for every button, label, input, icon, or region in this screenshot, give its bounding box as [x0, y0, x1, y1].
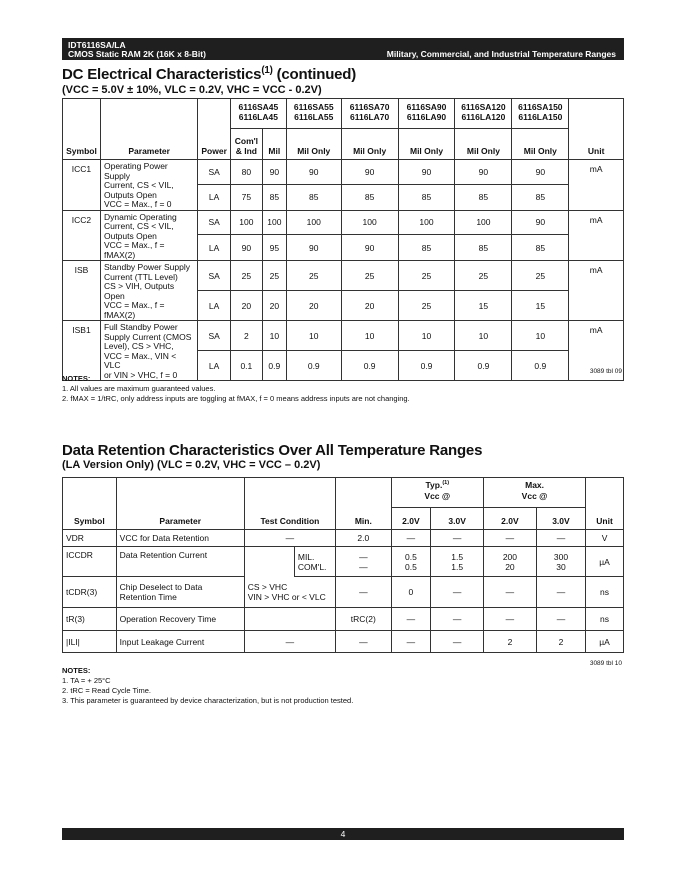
dr-test: —: [244, 631, 335, 653]
power-la: LA: [198, 291, 231, 321]
value-cell: 100: [341, 210, 398, 235]
row-parameter: [100, 261, 197, 321]
dr-col-unit: Unit: [586, 478, 624, 530]
value-cell: 85: [398, 235, 455, 261]
dc-title-text: DC Electrical Characteristics: [62, 66, 262, 83]
value-cell: 100: [286, 210, 341, 235]
value-cell: 85: [455, 184, 512, 210]
dr-parameter: Input Leakage Current: [116, 631, 244, 653]
value-cell: 25: [398, 291, 455, 321]
value-cell: 10: [341, 321, 398, 351]
value-cell: 90: [398, 160, 455, 185]
power-sa: SA: [198, 261, 231, 291]
value-cell: 20: [341, 291, 398, 321]
max-vcc-at: Vcc @: [521, 491, 548, 501]
col-group-55: [286, 99, 341, 129]
value-cell: 15: [512, 291, 569, 321]
param-line: Current, CS < VIL,: [103, 180, 174, 190]
dc-table-id: 3089 tbl 09: [589, 368, 622, 375]
value-cell: 10: [262, 321, 286, 351]
m2-coml: 20: [505, 561, 515, 572]
col-com-ind: Com'l & Ind: [230, 129, 262, 160]
col-unit: Unit: [569, 99, 624, 160]
dr-symbol: |ILI|: [63, 631, 117, 653]
dr-min: —: [336, 577, 391, 608]
g6a: 6116SA150: [518, 102, 563, 112]
param-line: or VIN > VHC, f = 0: [103, 369, 178, 380]
sub-coml: COM'L.: [297, 561, 327, 572]
value-cell: 90: [341, 160, 398, 185]
dr-min: —: [336, 631, 391, 653]
param-line: Standby Power Supply: [103, 262, 190, 272]
dr-max-3v: —: [536, 608, 585, 631]
power-sa: SA: [198, 210, 231, 235]
dr-parameter: Operation Recovery Time: [116, 608, 244, 631]
dr-table-id: 3089 tbl 10: [589, 660, 622, 667]
row-unit: mA: [569, 261, 624, 321]
test-line: VIN > VHC or < VLC: [247, 592, 326, 602]
value-cell: 85: [512, 235, 569, 261]
row-unit: mA: [569, 210, 624, 261]
dr-symbol: ICCDR: [63, 547, 117, 577]
dr-col-max-3v: 3.0V: [536, 508, 585, 530]
param-line: Current, CS < VIL,: [103, 221, 174, 231]
param-line: VCC = Max., VIN < VLC: [103, 350, 177, 370]
dr-test-blank: [244, 547, 294, 577]
col-mil-only-55: Mil Only: [286, 129, 341, 160]
value-cell: 25: [398, 261, 455, 291]
dr-max-3v: —: [536, 530, 585, 547]
dr-unit: ns: [586, 577, 624, 608]
dr-min: [336, 547, 391, 577]
min-coml: —: [359, 561, 368, 572]
table-row: [63, 261, 624, 291]
g5a: 6116SA120: [461, 102, 506, 112]
param-line: CS > VIH, Outputs Open: [103, 281, 175, 301]
value-cell: 100: [230, 210, 262, 235]
dr-unit: V: [586, 530, 624, 547]
dr-col-typ-3v: 3.0V: [431, 508, 484, 530]
dr-max-3v: 2: [536, 631, 585, 653]
typ-label: Typ.: [425, 480, 443, 490]
dr-test-merged: [244, 608, 335, 631]
value-cell: 20: [286, 291, 341, 321]
g3b: 6116LA70: [350, 112, 390, 122]
param-line: Operating Power Supply: [103, 161, 168, 181]
value-cell: 90: [512, 160, 569, 185]
dr-max-2v: —: [484, 530, 537, 547]
typ-vcc-at: Vcc @: [424, 491, 451, 501]
min-mil: —: [359, 551, 368, 562]
row-parameter: [100, 210, 197, 261]
value-cell: 85: [398, 184, 455, 210]
sub-mil: MIL.: [297, 551, 315, 562]
dr-test: [244, 577, 335, 608]
dr-symbol: tCDR(3): [63, 577, 117, 608]
dr-parameter: [116, 577, 244, 608]
header-temperature-ranges: Military, Commercial, and Industrial Temperature Ranges: [386, 49, 616, 59]
value-cell: 75: [230, 184, 262, 210]
value-cell: 0.9: [341, 351, 398, 381]
power-la: LA: [198, 184, 231, 210]
dc-section-subtitle: (VCC = 5.0V ± 10%, VLC = 0.2V, VHC = VCC - 0.2V): [62, 84, 322, 96]
m3-coml: 30: [556, 561, 566, 572]
value-cell: 25: [512, 261, 569, 291]
dr-max-2v: [484, 547, 537, 577]
value-cell: 85: [512, 184, 569, 210]
row-parameter: [100, 160, 197, 211]
dr-typ-2v: 0: [391, 577, 431, 608]
test-line: CS > VHC: [247, 582, 288, 592]
data-retention-table: [62, 477, 624, 653]
dc-characteristics-table: [62, 98, 624, 381]
dr-typ-3v: —: [431, 530, 484, 547]
m3-mil: 300: [553, 551, 569, 562]
g6b: 6116LA150: [518, 112, 563, 122]
value-cell: 0.1: [230, 351, 262, 381]
g4b: 6116LA90: [406, 112, 447, 122]
header-part-number: IDT6116SA/LA: [68, 40, 126, 50]
value-cell: 85: [455, 235, 512, 261]
m2-mil: 200: [502, 551, 518, 562]
dr-note-1: 1. TA = + 25°C: [62, 676, 111, 685]
row-symbol: ICC1: [63, 160, 101, 211]
param-line: VCC = Max., f = fMAX(2): [103, 300, 165, 320]
g5b: 6116LA120: [461, 112, 506, 122]
dr-max-3v: [536, 547, 585, 577]
value-cell: 25: [341, 261, 398, 291]
t2-coml: 0.5: [405, 561, 417, 572]
t2-mil: 0.5: [405, 551, 417, 562]
dr-typ-2v: —: [391, 631, 431, 653]
table-row: [63, 631, 624, 653]
dr-note-3: 3. This parameter is guaranteed by device characterization, but is not production tested.: [62, 696, 354, 705]
value-cell: 100: [455, 210, 512, 235]
dc-note-2: 2. fMAX = 1/tRC, only address inputs are toggling at fMAX, f = 0 means address inputs are not changing.: [62, 394, 410, 403]
value-cell: 25: [262, 261, 286, 291]
value-cell: 10: [455, 321, 512, 351]
dr-typ-3v: —: [431, 577, 484, 608]
dr-max-3v: —: [536, 577, 585, 608]
g3a: 6116SA70: [349, 102, 390, 112]
value-cell: 20: [262, 291, 286, 321]
dr-col-symbol: Symbol: [63, 478, 117, 530]
col-power: Power: [198, 99, 231, 160]
dr-test: —: [244, 530, 335, 547]
dr-symbol: VDR: [63, 530, 117, 547]
row-unit: mA: [569, 160, 624, 211]
col-mil: Mil: [262, 129, 286, 160]
param-line: Chip Deselect to Data: [119, 582, 203, 592]
col-parameter: Parameter: [100, 99, 197, 160]
dr-col-max: [484, 478, 586, 508]
value-cell: 10: [286, 321, 341, 351]
table-row: [63, 608, 624, 631]
power-la: LA: [198, 351, 231, 381]
dr-section-subtitle: (LA Version Only) (VLC = 0.2V, VHC = VCC – 0.2V): [62, 459, 321, 471]
row-parameter: [100, 321, 197, 381]
dr-unit: µA: [586, 631, 624, 653]
dc-title-suffix: (continued): [276, 66, 357, 83]
dr-typ-3v: —: [431, 608, 484, 631]
page-header: [62, 38, 624, 60]
dr-note-2: 2. tRC = Read Cycle Time.: [62, 686, 151, 695]
table-row: [63, 160, 624, 185]
dr-max-2v: —: [484, 577, 537, 608]
value-cell: 0.9: [262, 351, 286, 381]
col-group-45: [230, 99, 286, 129]
param-line: Outputs Open: [103, 230, 157, 241]
dr-unit: µA: [586, 547, 624, 577]
g2a: 6116SA55: [293, 102, 334, 112]
g1b: 6116LA45: [238, 112, 278, 122]
dc-notes: [62, 374, 410, 404]
power-sa: SA: [198, 321, 231, 351]
value-cell: 85: [286, 184, 341, 210]
value-cell: 2: [230, 321, 262, 351]
col-symbol: Symbol: [63, 99, 101, 160]
value-cell: 25: [455, 261, 512, 291]
table-row: [63, 577, 624, 608]
param-line: Level), CS > VHC,: [103, 341, 174, 351]
dr-col-parameter: Parameter: [116, 478, 244, 530]
col-mil-only-150: Mil Only: [512, 129, 569, 160]
dr-notes: [62, 666, 353, 706]
dr-col-test-condition: Test Condition: [244, 478, 335, 530]
row-symbol: ISB1: [63, 321, 101, 381]
page-footer: [62, 828, 624, 840]
col-mil-only-120: Mil Only: [455, 129, 512, 160]
col-group-90: [398, 99, 455, 129]
value-cell: 85: [341, 184, 398, 210]
col-mil-only-90: Mil Only: [398, 129, 455, 160]
col-group-70: [341, 99, 398, 129]
dr-typ-2v: —: [391, 530, 431, 547]
dc-section-title: [62, 66, 356, 83]
param-line: Full Standby Power: [103, 322, 178, 332]
dc-title-sup: (1): [261, 65, 273, 76]
dr-min: tRC(2): [336, 608, 391, 631]
t3-coml: 1.5: [451, 561, 464, 572]
g2b: 6116LA55: [294, 112, 334, 122]
dr-parameter: Data Retention Current: [116, 547, 244, 577]
param-line: Retention Time: [119, 592, 177, 602]
value-cell: 0.9: [455, 351, 512, 381]
dr-max-2v: —: [484, 608, 537, 631]
value-cell: 95: [262, 235, 286, 261]
dc-note-1: 1. All values are maximum guaranteed values.: [62, 384, 216, 393]
param-line: Supply Current (CMOS: [103, 331, 192, 342]
dr-col-typ: [391, 478, 483, 508]
param-line: VCC = Max., f = 0: [103, 199, 172, 209]
dr-symbol: tR(3): [63, 608, 117, 631]
value-cell: 0.9: [398, 351, 455, 381]
value-cell: 0.9: [512, 351, 569, 381]
dr-section-title: Data Retention Characteristics Over All Temperature Ranges: [62, 442, 483, 459]
table-row: [63, 530, 624, 547]
param-line: Dynamic Operating: [103, 211, 177, 222]
header-description: CMOS Static RAM 2K (16K x 8-Bit): [68, 49, 206, 59]
t3-mil: 1.5: [451, 551, 464, 562]
dr-typ-2v: [391, 547, 431, 577]
table-row: [63, 321, 624, 351]
dr-min: 2.0: [336, 530, 391, 547]
value-cell: 80: [230, 160, 262, 185]
dr-typ-3v: [431, 547, 484, 577]
max-label: Max.: [525, 480, 545, 490]
dr-max-2v: 2: [484, 631, 537, 653]
row-symbol: ISB: [63, 261, 101, 321]
dr-unit: ns: [586, 608, 624, 631]
value-cell: 90: [341, 235, 398, 261]
dr-typ-3v: —: [431, 631, 484, 653]
col-group-150: [512, 99, 569, 129]
table-row: [63, 547, 624, 577]
row-symbol: ICC2: [63, 210, 101, 261]
dr-parameter: VCC for Data Retention: [116, 530, 244, 547]
dr-typ-2v: —: [391, 608, 431, 631]
value-cell: 90: [230, 235, 262, 261]
value-cell: 20: [230, 291, 262, 321]
value-cell: 90: [286, 160, 341, 185]
power-la: LA: [198, 235, 231, 261]
value-cell: 10: [512, 321, 569, 351]
value-cell: 25: [286, 261, 341, 291]
row-unit: mA: [569, 321, 624, 381]
dr-test-sub: [294, 547, 335, 577]
value-cell: 90: [286, 235, 341, 261]
dc-notes-title: NOTES:: [62, 374, 91, 383]
param-line: VCC = Max., f = fMAX(2): [103, 240, 165, 260]
value-cell: 85: [262, 184, 286, 210]
value-cell: 90: [262, 160, 286, 185]
page-number: 4: [340, 829, 346, 839]
dr-col-min: Min.: [336, 478, 391, 530]
value-cell: 10: [398, 321, 455, 351]
value-cell: 15: [455, 291, 512, 321]
value-cell: 90: [512, 210, 569, 235]
param-line: Current (TTL Level): [103, 271, 178, 282]
g4a: 6116SA90: [406, 102, 447, 112]
value-cell: 90: [455, 160, 512, 185]
value-cell: 25: [230, 261, 262, 291]
value-cell: 100: [398, 210, 455, 235]
dr-col-typ-2v: 2.0V: [391, 508, 431, 530]
param-line: Outputs Open: [103, 189, 157, 200]
col-group-120: [455, 99, 512, 129]
table-row: [63, 210, 624, 235]
value-cell: 100: [262, 210, 286, 235]
typ-sup: (1): [442, 480, 450, 487]
col-mil-only-70: Mil Only: [341, 129, 398, 160]
dr-notes-title: NOTES:: [62, 666, 91, 675]
g1a: 6116SA45: [238, 102, 279, 112]
value-cell: 0.9: [286, 351, 341, 381]
power-sa: SA: [198, 160, 231, 185]
dr-col-max-2v: 2.0V: [484, 508, 537, 530]
